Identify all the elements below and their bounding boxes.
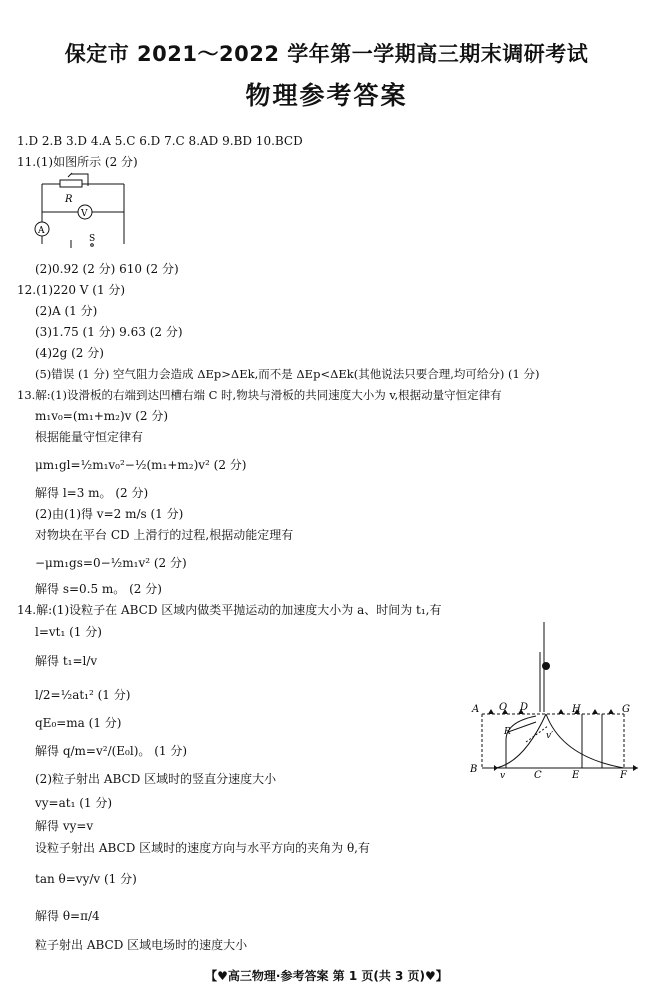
answer-line: (2)由(1)得 v=2 m/s (1 分) xyxy=(35,507,184,521)
resistor-label: R xyxy=(65,194,73,205)
exam-title: 保定市 2021～2022 学年第一学期高三期末调研考试 xyxy=(64,42,589,66)
label-O: O xyxy=(499,702,508,713)
answer-line: (4)2g (2 分) xyxy=(35,346,104,360)
answer-line: 对物块在平台 CD 上滑行的过程,根据动能定理有 xyxy=(35,528,294,542)
answer-line: 解得 vy=v xyxy=(35,819,94,833)
answer-key-title: 物理参考答案 xyxy=(245,81,408,110)
label-E: E xyxy=(572,770,580,781)
answer-line: qE₀=ma (1 分) xyxy=(35,716,122,730)
answer-line: 根据能量守恒定律有 xyxy=(35,430,144,444)
answer-line: vy=at₁ (1 分) xyxy=(35,796,113,810)
answer-line: (3)1.75 (1 分) 9.63 (2 分) xyxy=(35,325,183,339)
voltmeter-label: V xyxy=(81,209,88,219)
answer-line: (2)0.92 (2 分) 610 (2 分) xyxy=(35,262,179,276)
ammeter-label: A xyxy=(38,226,45,236)
circuit-diagram xyxy=(28,172,128,250)
answer-line: 设粒子射出 ABCD 区域时的速度方向与水平方向的夹角为 θ,有 xyxy=(35,841,370,855)
rheostat-symbol xyxy=(60,180,82,187)
field-diagram xyxy=(466,622,648,784)
answer-line: 14.解:(1)设粒子在 ABCD 区域内做类平抛运动的加速度大小为 a、时间为 t₁,有 xyxy=(17,603,442,617)
label-C: C xyxy=(534,770,542,781)
label-A: A xyxy=(472,704,480,715)
answer-line: (2)粒子射出 ABCD 区域时的竖直分速度大小 xyxy=(35,772,277,786)
label-H: H xyxy=(572,704,581,715)
answer-line: 解得 q/m=v²/(E₀l)。 (1 分) xyxy=(35,744,188,758)
label-R: R xyxy=(504,727,511,737)
answer-line: −μm₁gs=0−½m₁v² (2 分) xyxy=(35,556,187,570)
label-B: B xyxy=(470,764,478,775)
answer-line: tan θ=vy/v (1 分) xyxy=(35,872,137,886)
answer-line: 解得 θ=π/4 xyxy=(35,909,100,923)
label-F: F xyxy=(620,770,627,781)
answer-line: 13.解:(1)设滑板的右端到达凹槽右端 C 时,物块与滑板的共同速度大小为 v,根据动量守恒定律有 xyxy=(17,388,502,402)
label-v: v xyxy=(500,771,506,781)
answer-line: 解得 t₁=l/v xyxy=(35,654,98,668)
page-footer: 【♥高三物理·参考答案 第 1 页(共 3 页)♥】 xyxy=(205,969,448,983)
answer-line: μm₁gl=½m₁v₀²−½(m₁+m₂)v² (2 分) xyxy=(35,458,247,472)
answer-line: 解得 s=0.5 m。 (2 分) xyxy=(35,582,162,596)
answer-line: 12.(1)220 V (1 分) xyxy=(17,283,126,297)
answer-line: (5)错误 (1 分) 空气阻力会造成 ΔEp>ΔEk,而不是 ΔEp<ΔEk(其他说法只要合理,均可给分) (1 分) xyxy=(35,367,540,381)
answer-line: 11.(1)如图所示 (2 分) xyxy=(17,155,138,169)
answer-line: 粒子射出 ABCD 区域电场时的速度大小 xyxy=(35,938,248,952)
answer-line: m₁v₀=(m₁+m₂)v (2 分) xyxy=(35,409,169,423)
answer-line: (2)A (1 分) xyxy=(35,304,98,318)
label-v-prime: v′ xyxy=(546,731,554,741)
switch-label: S xyxy=(89,234,96,244)
label-D: D xyxy=(520,702,529,713)
particle-dot xyxy=(542,662,550,670)
answer-line: l/2=½at₁² (1 分) xyxy=(35,688,131,702)
answer-line: 1.D 2.B 3.D 4.A 5.C 6.D 7.C 8.AD 9.BD 10.BCD xyxy=(17,134,303,148)
label-G: G xyxy=(622,704,630,715)
answer-line: l=vt₁ (1 分) xyxy=(35,625,102,639)
answer-line: 解得 l=3 m。 (2 分) xyxy=(35,486,149,500)
